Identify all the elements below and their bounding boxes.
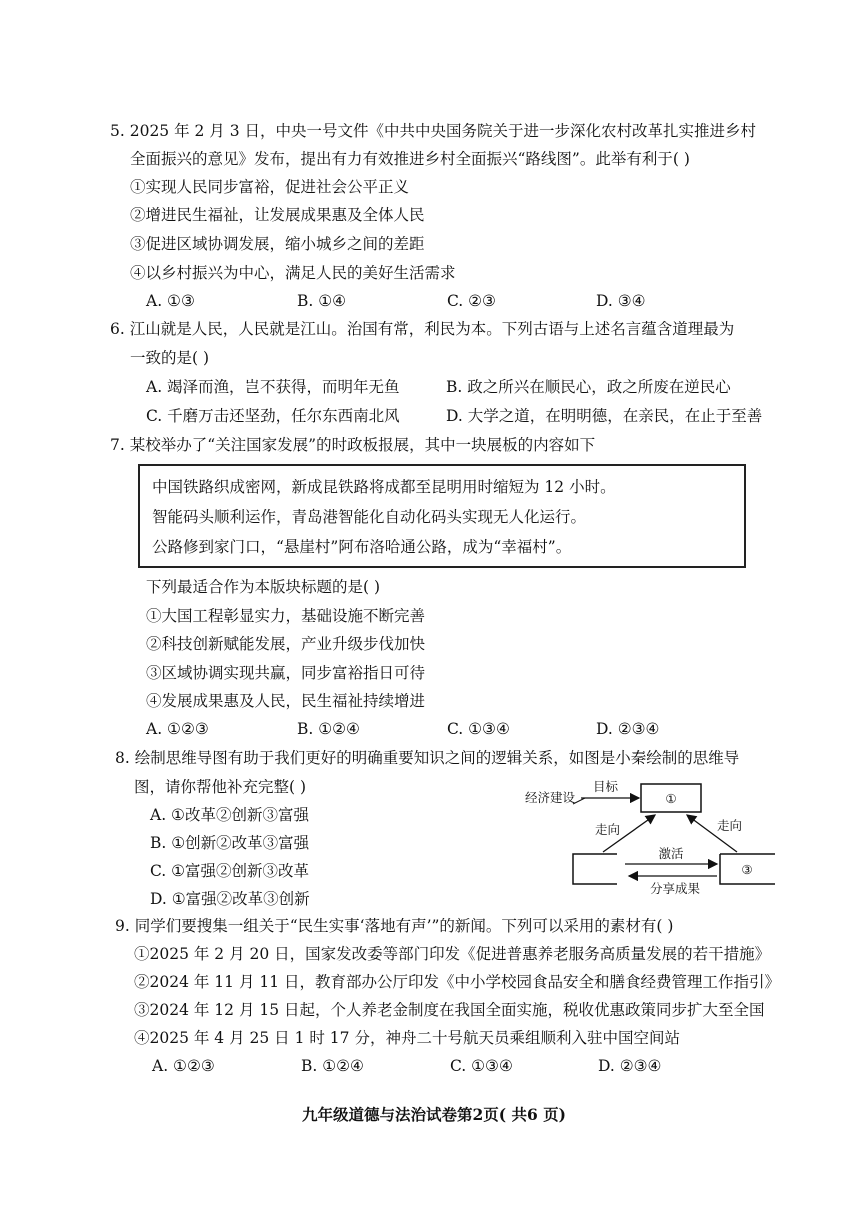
q9-stem-line1: 9. 同学们要搜集一组关于“民生实事‘落地有声’”的新闻。下列可以采用的素材有( ) xyxy=(115,917,674,935)
q5-stem-line2: 全面振兴的意见》发布，提出有力有效推进乡村全面振兴“路线图”。此举有利于( ) xyxy=(130,150,690,168)
q8-option-a: A. ①改革②创新③富强 xyxy=(150,806,309,824)
q7-option-a: A. ①②③ xyxy=(146,720,209,738)
q8-source-label: 经济建设 xyxy=(525,790,576,805)
page-footer: 九年级道德与法治试卷第2页( 共6 页) xyxy=(301,1105,567,1124)
q7-board-line-1: 中国铁路织成密网，新成昆铁路将成都至昆明用时缩短为 12 小时。 xyxy=(152,478,616,496)
q8-node-1-label: ① xyxy=(665,791,677,806)
q9-item-2: ②2024 年 11 月 11 日，教育部办公厅印发《中小学校园食品安全和膳食经费管理工作指引》 xyxy=(134,973,781,991)
q7-board-box xyxy=(138,464,746,568)
q9-option-a: A. ①②③ xyxy=(152,1057,215,1075)
q5-stem-line1: 5. 2025 年 2 月 3 日，中央一号文件《中共中央国务院关于进一步深化农村改革扎实推进乡村 xyxy=(110,122,757,140)
q8-node-3-label: ③ xyxy=(741,862,753,877)
q8-goal-label: 目标 xyxy=(593,779,619,794)
q9-option-c: C. ①③④ xyxy=(450,1057,513,1075)
q8-stem-line1: 8. 绘制思维导图有助于我们更好的明确重要知识之间的逻辑关系，如图是小秦绘制的思维导 xyxy=(115,749,740,767)
q9-item-4: ④2025 年 4 月 25 日 1 时 17 分，神舟二十号航天员乘组顺利入驻中国空间站 xyxy=(134,1029,680,1047)
q5-option-a: A. ①③ xyxy=(146,292,195,310)
q8-node-2-box xyxy=(573,854,617,884)
q5-option-b: B. ①④ xyxy=(297,292,347,310)
q5-item-1: ①实现人民同步富裕，促进社会公平正义 xyxy=(130,178,410,196)
q9-item-3: ③2024 年 12 月 15 日起，个人养老金制度在我国全面实施，税收优惠政策同步扩大至全国 xyxy=(134,1001,765,1019)
q8-stem-line2: 图，请你帮他补充完整( ) xyxy=(134,778,307,796)
q7-board-line-2: 智能码头顺利运作，青岛港智能化自动化码头实现无人化运行。 xyxy=(152,508,587,526)
q7-item-3: ③区域协调实现共赢，同步富裕指日可待 xyxy=(146,664,426,682)
q7-option-d: D. ②③④ xyxy=(596,720,660,738)
q7-item-1: ①大国工程彰显实力，基础设施不断完善 xyxy=(146,607,426,625)
q5-item-2: ②增进民生福祉，让发展成果惠及全体人民 xyxy=(130,206,425,224)
q8-option-b: B. ①创新②改革③富强 xyxy=(150,834,310,852)
q6-option-b: B. 政之所兴在顺民心，政之所废在逆民心 xyxy=(446,378,731,396)
q7-option-b: B. ①②④ xyxy=(297,720,360,738)
q7-board-line-3: 公路修到家门口，“悬崖村”阿布洛哈通公路，成为“幸福村”。 xyxy=(152,538,572,556)
q5-option-c: C. ②③ xyxy=(447,292,496,310)
q6-stem-line2: 一致的是( ) xyxy=(130,349,210,367)
q7-item-2: ②科技创新赋能发展，产业升级步伐加快 xyxy=(146,635,426,653)
q9-option-b: B. ①②④ xyxy=(301,1057,364,1075)
q9-option-d: D. ②③④ xyxy=(598,1057,662,1075)
q8-activate-label: 激活 xyxy=(658,846,684,861)
q7-stem-line2: 下列最适合作为本版块标题的是( ) xyxy=(146,578,381,596)
q8-share-label: 分享成果 xyxy=(649,881,701,896)
q8-option-d: D. ①富强②改革③创新 xyxy=(150,890,310,908)
q6-option-a: A. 竭泽而渔，岂不获得，而明年无鱼 xyxy=(146,378,400,396)
q7-stem-line1: 7. 某校举办了“关注国家发展”的时政板报展，其中一块展板的内容如下 xyxy=(110,436,596,454)
q6-option-d: D. 大学之道，在明明德，在亲民，在止于至善 xyxy=(446,407,763,425)
q6-stem-line1: 6. 江山就是人民，人民就是江山。治国有常，利民为本。下列古语与上述名言蕴含道理最为 xyxy=(110,320,735,338)
q8-option-c: C. ①富强②创新③改革 xyxy=(150,862,310,880)
q8-left-arrow-label: 走向 xyxy=(595,822,621,837)
q5-option-d: D. ③④ xyxy=(596,292,646,310)
q8-mind-map xyxy=(525,772,790,902)
q7-option-c: C. ①③④ xyxy=(447,720,510,738)
q9-item-1: ①2025 年 2 月 20 日，国家发改委等部门印发《促进普惠养老服务高质量发展的若干措施》 xyxy=(134,945,771,963)
q8-right-arrow-label: 走向 xyxy=(717,818,743,833)
q6-option-c: C. 千磨万击还坚劲，任尔东西南北风 xyxy=(146,407,400,425)
q5-item-4: ④以乡村振兴为中心，满足人民的美好生活需求 xyxy=(130,264,456,282)
q5-item-3: ③促进区域协调发展，缩小城乡之间的差距 xyxy=(130,235,425,253)
q7-item-4: ④发展成果惠及人民，民生福祉持续增进 xyxy=(146,692,426,710)
